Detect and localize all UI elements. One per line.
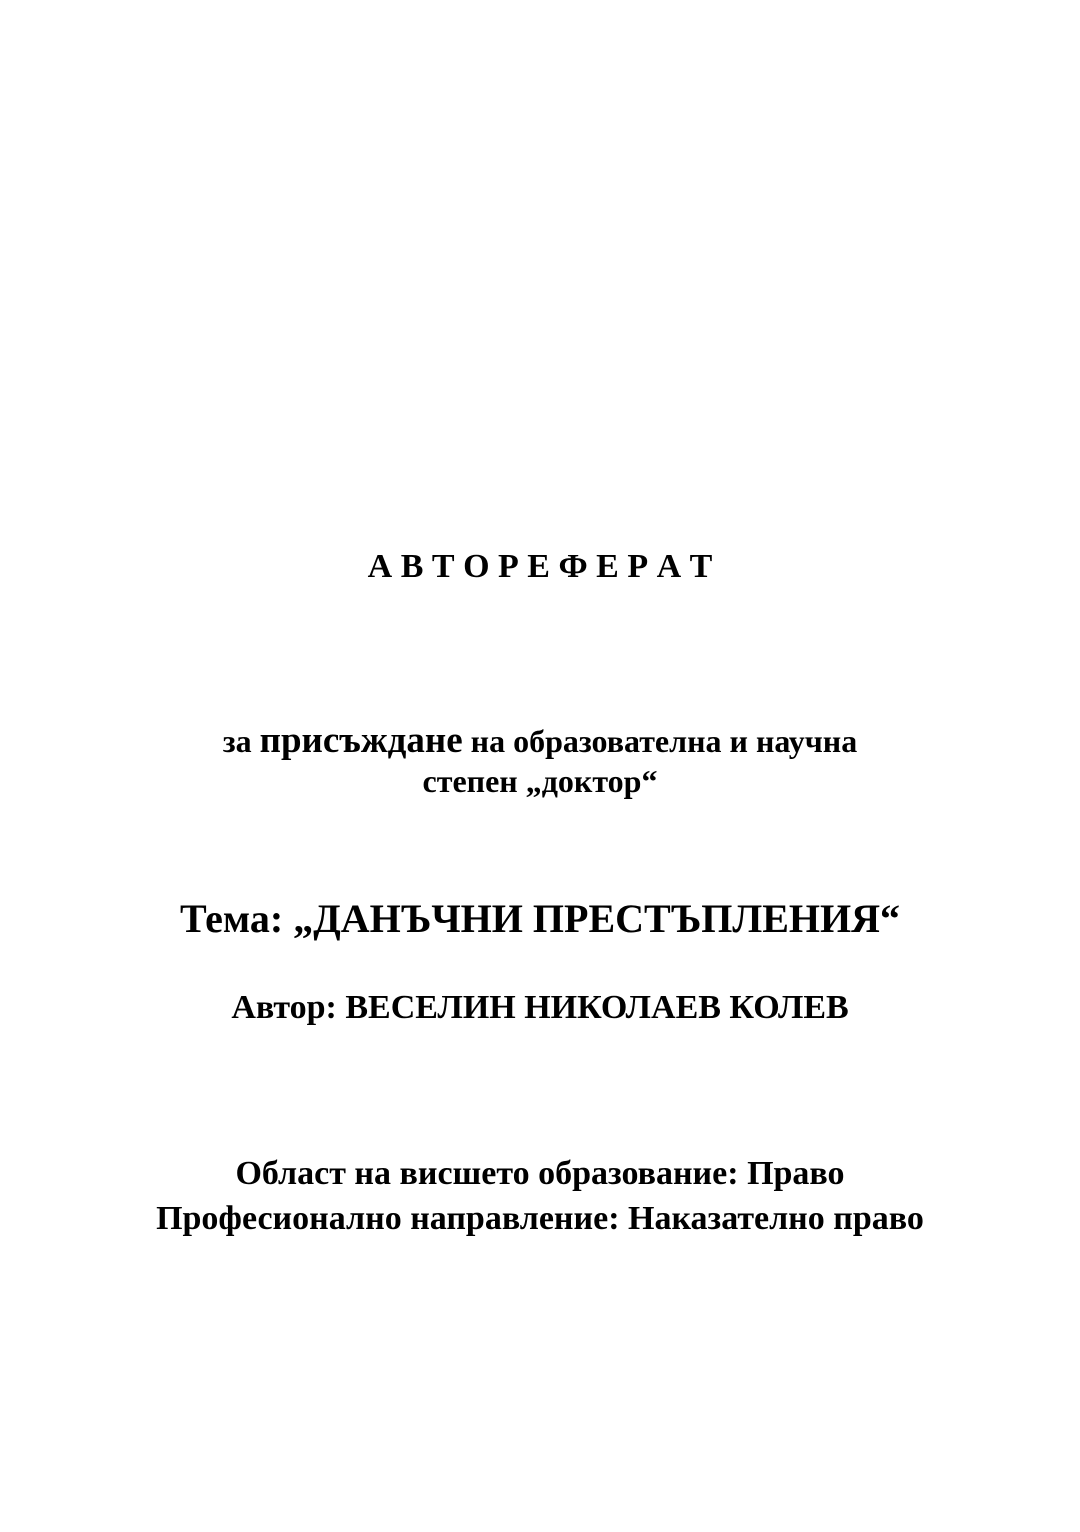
education-field-line: Област на висшето образование: Право (235, 1155, 845, 1192)
purpose-prefix: за (222, 723, 260, 759)
document-type-heading: А В Т О Р Е Ф Е Р А Т (367, 548, 713, 585)
purpose-emphasis: присъждане (259, 720, 463, 761)
professional-direction-line: Професионално направление: Наказателно право (156, 1200, 924, 1237)
author-line: Автор: ВЕСЕЛИН НИКОЛАЕВ КОЛЕВ (231, 989, 849, 1026)
thesis-topic: Тема: „ДАНЪЧНИ ПРЕСТЪПЛЕНИЯ“ (179, 896, 901, 941)
degree-purpose-line-1 (0, 722, 1080, 759)
purpose-suffix: на образователна и научна (462, 723, 858, 759)
degree-purpose-line-2: степен „доктор“ (422, 763, 658, 799)
